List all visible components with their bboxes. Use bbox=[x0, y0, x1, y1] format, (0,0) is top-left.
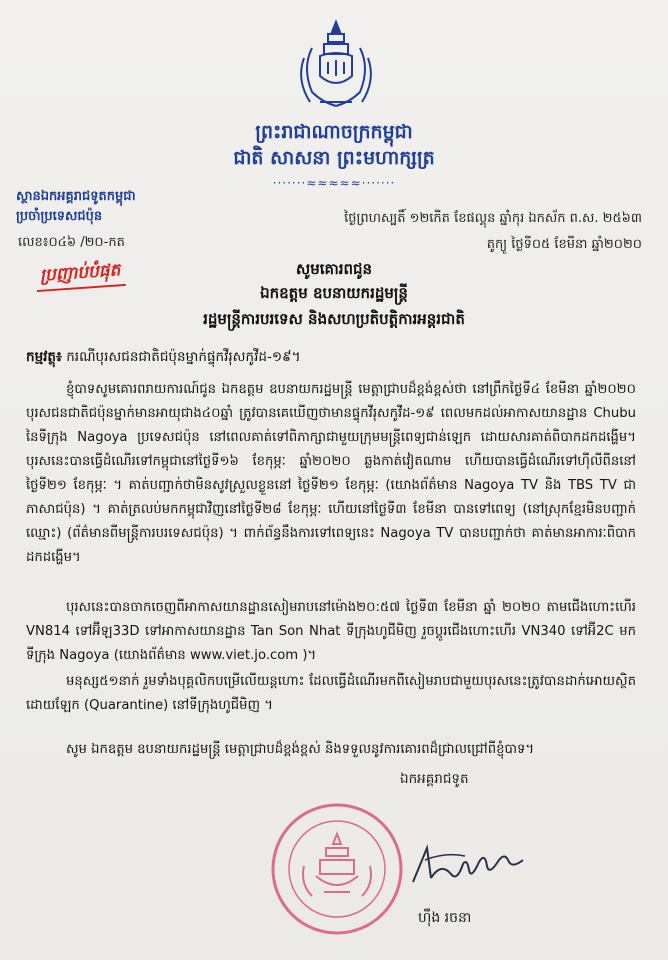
body-paragraph-3: មនុស្ស៥១នាក់ រួមទាំងបុគ្គលិកបម្រើលើយន្តហោះ ដែលធ្វើដំណើរមកពីសៀមរាបជាមួយបុរសនេះត្រូវបានដាក់អោយស្ថិតដោយឡែក (Quarantine) នៅទីក្រុងហូជីមិញ ។ bbox=[26, 674, 636, 713]
kingdom-heading: ព្រះរាជាណាចក្រកម្ពុជា bbox=[255, 121, 413, 143]
embassy-seal-icon bbox=[268, 800, 406, 938]
body-paragraph-4: សូម ឯកឧត្តម ឧបនាយករដ្ឋមន្ត្រី មេត្តាជ្រាបដ៏ខ្ពង់ខ្ពស់ និងទទួលនូវការគោរពដ៏ជ្រាលជ្រៅពីខ្ញុំបាទ។ bbox=[66, 742, 535, 757]
signatory-title: ឯកអគ្គរាជទូត bbox=[400, 771, 469, 787]
body-paragraph-2: បុរសនេះបានចាកចេញពីអាកាសយានដ្ឋានសៀមរាបនៅម៉ោង២០:៥៧ ថ្ងៃទី៣ ខែមីនា ឆ្នាំ ២០២០ តាមជើងហោះហើរ VN814 ទៅអ៊ីឡ33D ទៅអាកាសយានដ្ឋាន Tan Son Nhat ទីក្រុងហូជីមិញ រួចប្តូរជើងហោះហើរ VN340 ទៅអ៊ី2C មកទីក្រុង Nagoya (យោងព័ត៌មាន www.viet.jo.com )។ bbox=[26, 600, 636, 663]
body-paragraph-1: ខ្ញុំបាទសូមគោរពរាយការណ៍ជូន ឯកឧត្តម ឧបនាយករដ្ឋមន្ត្រី មេត្តាជ្រាបដ៏ខ្ពង់ខ្ពស់ថា នៅព្រឹកថ្ងៃទី៤ ខែមីនា ឆ្នាំ២០២០ បុរសជនជាតិជប៉ុនម្នាក់មានអាយុជាង៤០ឆ្នាំ ត្រូវបានគេឃើញថាមានផ្ទុកវីរុសកូវីដ-១៩ ពេលមកដល់អាកាសយានដ្ឋាន Chubu នៃទីក្រុង Nagoya ប្រទេសជប៉ុន នៅពេលគាត់ទៅពិភាក្សាជាមួយក្រុមមន្ត្រីពេទ្យជាន់ឡេក ដោយសារគាត់ពិបាកដកដង្ហើម។ បុរសនេះបានធ្វើដំណើរទៅកម្ពុជានៅថ្ងៃទី១៦ ខែកុម្ភៈ ឆ្នាំ២០២០ ឆ្លងកាត់វៀតណាម ហើយបានធ្វើដំណើរទៅហ៊ីលីពីននៅថ្ងៃទី២១ ខែកុម្ភៈ ។ គាត់បញ្ជាក់ថាមិនសូវស្រួលខ្លួននៅ ថ្ងៃទី២១ ខែកុម្ភៈ (យោងព័ត៌មាន Nagoya TV និង TBS TV ជាភាសាជប៉ុន) ។ គាត់ត្រលប់មកកម្ពុជាវិញនៅថ្ងៃទី២៨ ខែកុម្ភៈ ហើយនៅថ្ងៃទី៣ ខែមីនា បានទៅពេទ្យ (នៅស្រុកខ្មែរមិនបញ្ជាក់ឈ្មោះ) (ព័ត៌មានពីមន្ត្រីការបរទេសជប៉ុន) ។ ពាក់ព័ន្ធនឹងការទៅពេទ្យនេះ Nagoya TV បានបញ្ជាក់ថា គាត់មានអាការៈពិបាកដកដង្ហើម។ bbox=[26, 382, 636, 565]
royal-emblem-icon bbox=[290, 18, 382, 114]
subject-text: ករណីបុរសជនជាតិជប៉ុនម្នាក់ផ្ទុកវីរុសកូវីដ-១៩។ bbox=[61, 349, 301, 365]
subject-label: កម្មវត្ថុ៖ bbox=[26, 349, 62, 365]
embassy-location: ប្រចាំប្រទេសជប៉ុន bbox=[16, 209, 103, 224]
subject-line bbox=[26, 348, 301, 368]
handwritten-signature-icon bbox=[405, 838, 545, 898]
urgent-stamp: ប្រញាប់បំផុត bbox=[35, 259, 125, 292]
lunar-date: ថ្ងៃព្រហស្បតិ៍ ១២កើត ខែផល្គុន ឆ្នាំកុរ ឯកស័ក ព.ស. ២៥៦៣ bbox=[344, 211, 642, 226]
national-motto: ជាតិ សាសនា ព្រះមហាក្សត្រ bbox=[233, 147, 435, 169]
header-divider: ·······≈≈≈≈≈······· bbox=[272, 176, 396, 190]
reference-number: លេខ៖០៤៦ /២០-កត bbox=[18, 235, 125, 250]
signatory-name: ហ៊ឹង រចនា bbox=[418, 910, 472, 926]
embassy-name: ស្ថានឯកអគ្គរាជទូតកម្ពុជា bbox=[16, 189, 136, 204]
addressee-title: ឯកឧត្តម ឧបនាយករដ្ឋមន្ត្រី bbox=[260, 284, 408, 302]
solar-date: តូក្យូ ថ្ងៃទី០៥ ខែមីនា ឆ្នាំ២០២០ bbox=[486, 237, 642, 252]
salutation: សូមគោរពជូន bbox=[295, 260, 373, 278]
addressee-ministry: រដ្ឋមន្ត្រីការបរទេស និងសហប្រតិបត្តិការអន្តរជាតិ bbox=[203, 310, 465, 328]
